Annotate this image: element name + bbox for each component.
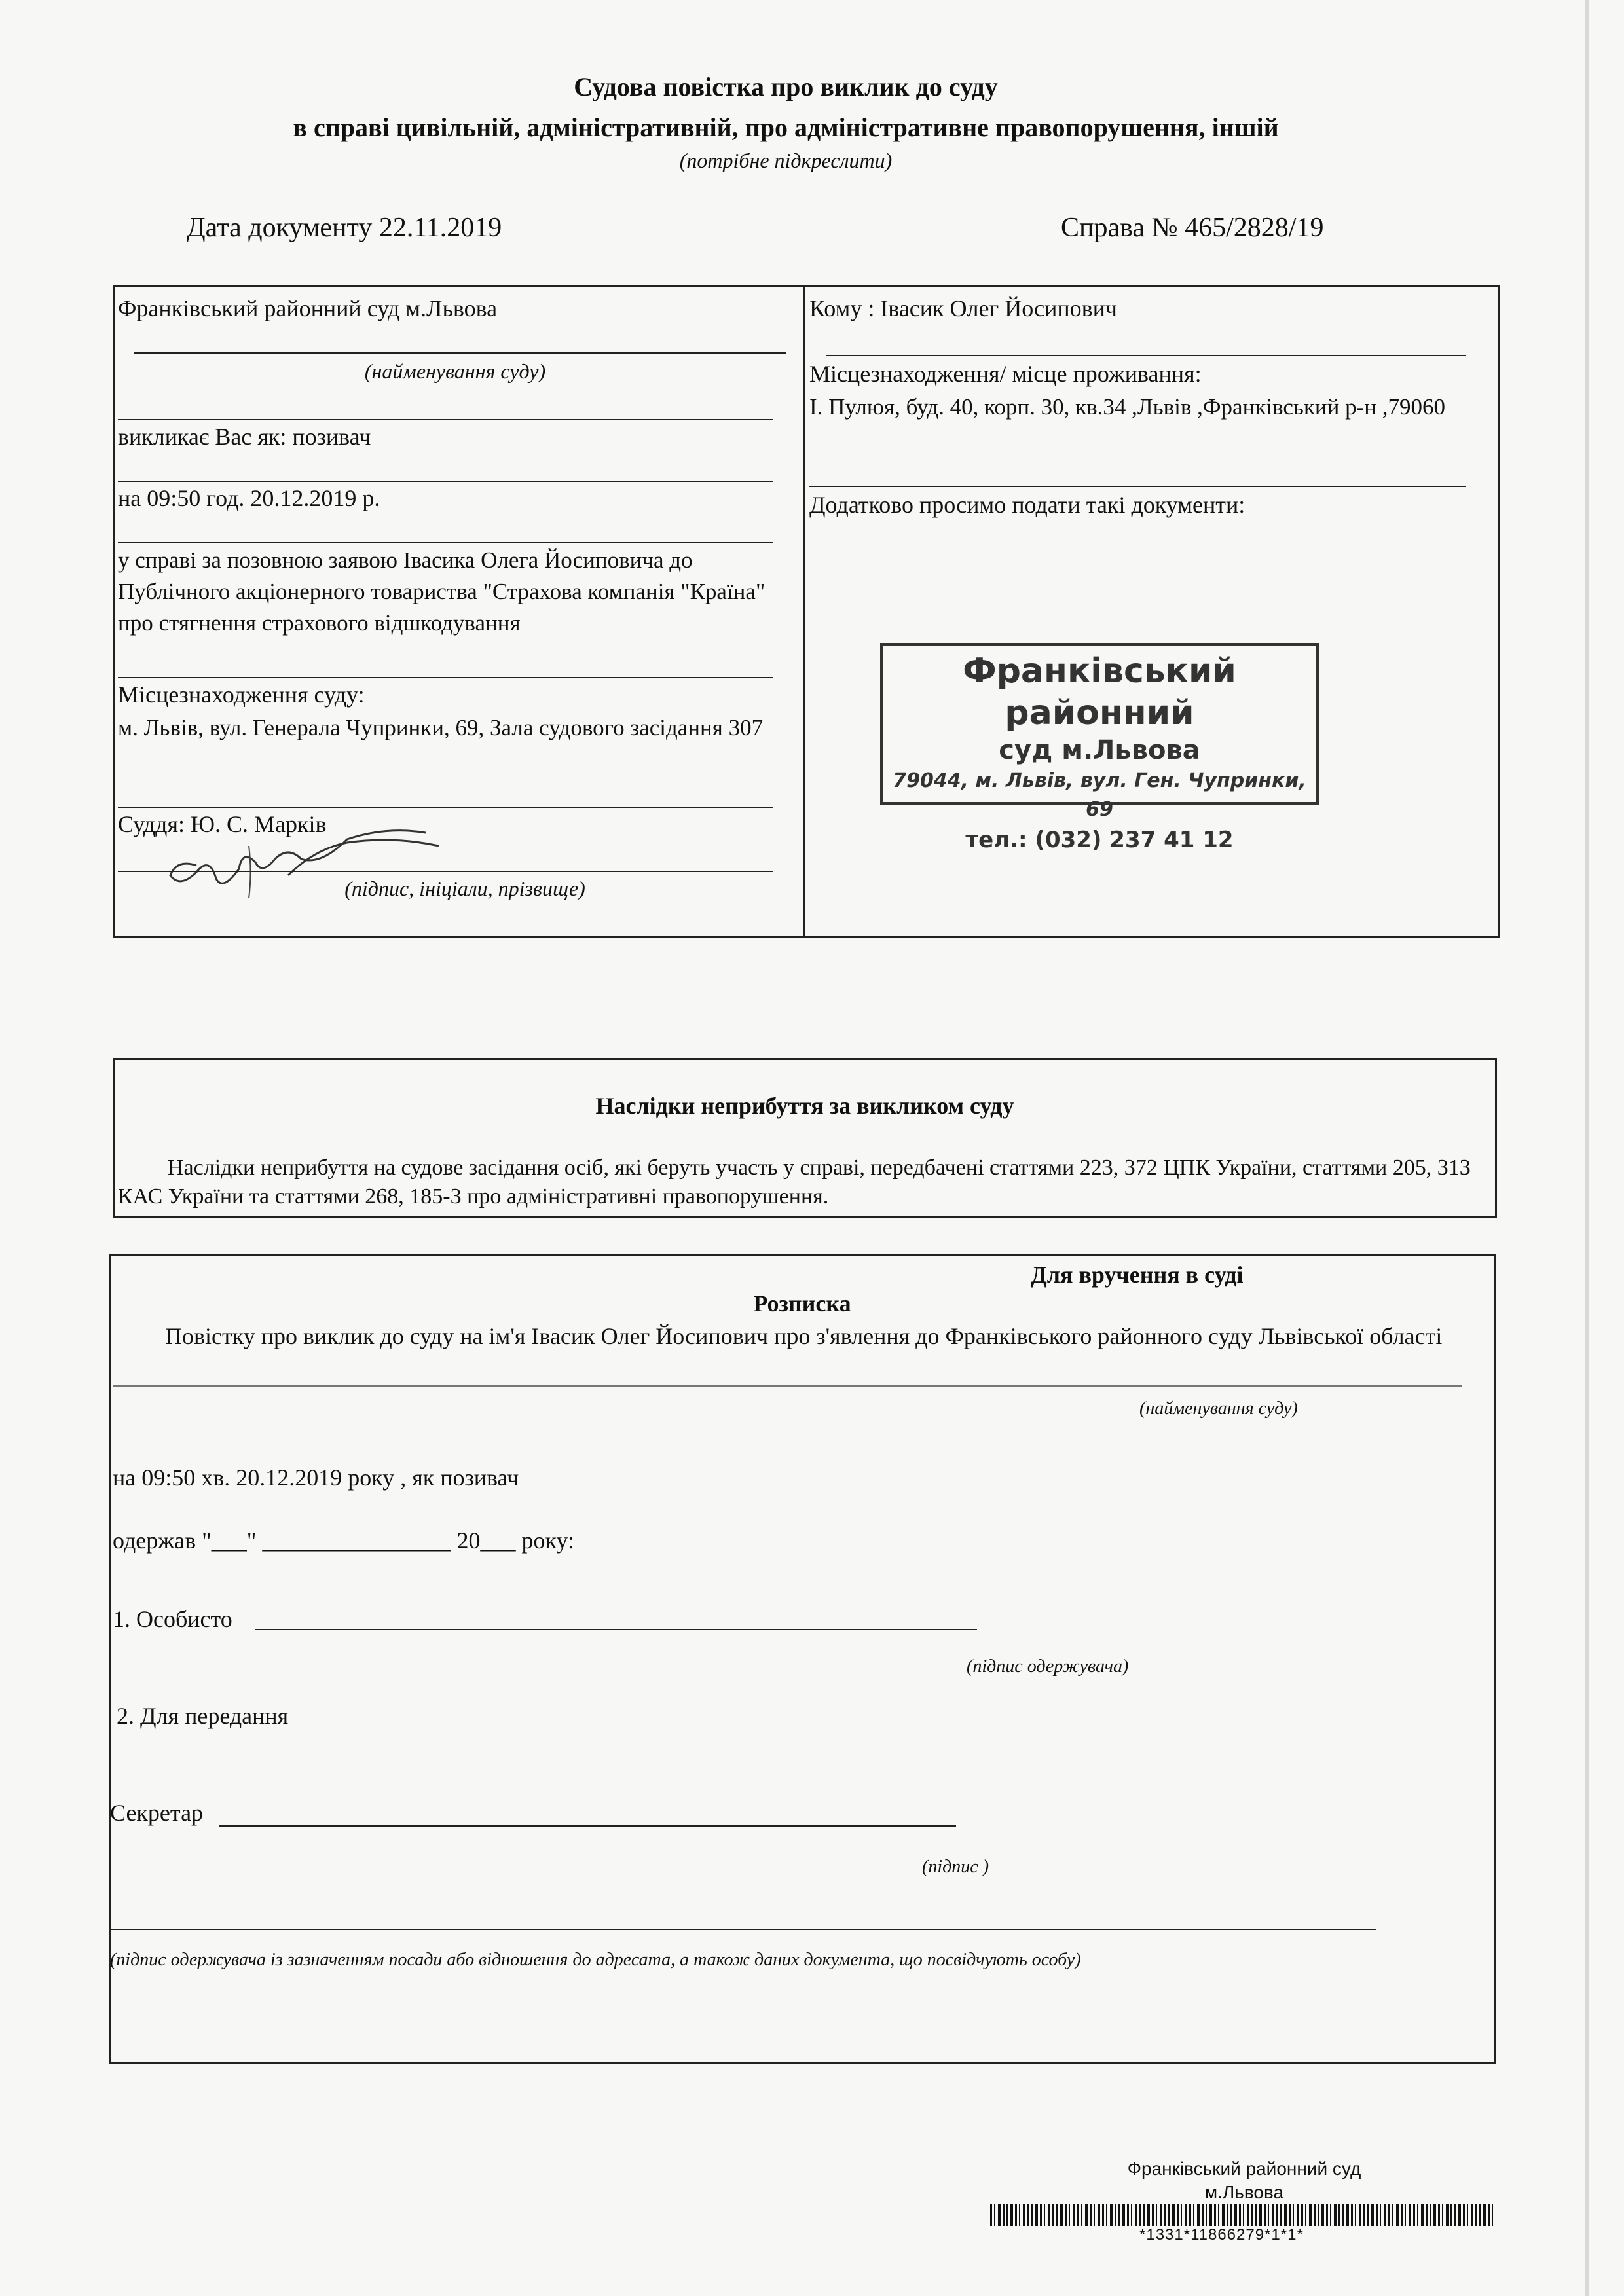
rule xyxy=(118,807,773,808)
stamp-line-4: тел.: (032) 237 41 12 xyxy=(965,827,1234,853)
court-location-value: м. Львів, вул. Генерала Чупринки, 69, Зала судового засідання 307 xyxy=(118,715,764,740)
stamp-line-2: суд м.Львова xyxy=(999,735,1200,765)
documents-request: Додатково просимо подати такі документи: xyxy=(809,492,1246,518)
secretary-label: Секретар xyxy=(110,1800,204,1826)
rule xyxy=(118,419,773,420)
court-caption: (найменування суду) xyxy=(364,359,546,383)
case-number: Справа № 465/2828/19 xyxy=(1061,213,1324,243)
signature-caption: (підпис, ініціали, прізвище) xyxy=(344,877,585,900)
underline-note: (потрібне підкреслити) xyxy=(679,149,893,172)
received-date-line: одержав "___" ________________ 20___ року: xyxy=(113,1527,575,1554)
receipt-text: Повістку про виклик до суду на ім'я Івасик Олег Йосипович про з'явлення до Франківського районного суду Львівської області xyxy=(165,1323,1443,1349)
rule xyxy=(219,1825,956,1827)
for-court-label: Для вручення в суді xyxy=(1031,1262,1244,1288)
rule xyxy=(113,1385,1462,1387)
rule xyxy=(110,1929,1376,1930)
summons-role: викликає Вас як: позивач xyxy=(118,424,371,450)
rule xyxy=(826,355,1466,356)
barcode-text: *1331*11866279*1*1* xyxy=(1139,2226,1304,2244)
receipt-time-line: на 09:50 хв. 20.12.2019 року , як позивач xyxy=(113,1465,519,1491)
court-stamp xyxy=(880,643,1319,853)
stamp-line-3: 79044, м. Львів, вул. Ген. Чупринки, 69 xyxy=(893,769,1306,821)
rule xyxy=(255,1629,977,1630)
document-subtitle: в справі цивільній, адміністративній, про адміністративне правопорушення, іншій xyxy=(293,113,1279,142)
footer-court-city: м.Львова xyxy=(1204,2182,1284,2202)
consequences-text: Наслідки неприбуття на судове засідання осіб, які беруть участь у справі, передбачені статтями 223, 372 ЦПК України, статтями 205, 313 КАС України та статтями 268, 185-3 про адміністративні правопорушення. xyxy=(118,1156,1471,1209)
recipient: Кому : Івасик Олег Йосипович xyxy=(809,295,1118,321)
judge-name: Суддя: Ю. С. Марків xyxy=(118,811,327,837)
recipient-signature-caption: (підпис одержувача) xyxy=(967,1656,1129,1677)
page-edge xyxy=(1585,0,1589,2296)
document-title: Судова повістка про виклик до суду xyxy=(574,72,998,101)
court-location-label: Місцезнаходження суду: xyxy=(118,682,365,708)
for-transfer-label: 2. Для передання xyxy=(117,1703,289,1729)
address-value: І. Пулюя, буд. 40, корп. 30, кв.34 ,Львів ,Франківський р-н ,79060 xyxy=(809,394,1445,420)
address-label: Місцезнаходження/ місце проживання: xyxy=(809,361,1202,387)
consequences-title: Наслідки неприбуття за викликом суду xyxy=(595,1093,1014,1119)
form-divider xyxy=(803,285,805,938)
rule xyxy=(118,871,773,872)
hearing-time: на 09:50 год. 20.12.2019 р. xyxy=(118,485,380,511)
secretary-signature-caption: (підпис ) xyxy=(922,1857,989,1877)
personally-label: 1. Особисто xyxy=(113,1606,232,1632)
rule xyxy=(118,481,773,482)
rule xyxy=(118,542,773,543)
document-date: Дата документу 22.11.2019 xyxy=(187,213,502,243)
footer-court-name: Франківський районний суд xyxy=(1127,2159,1361,2179)
receipt-court-caption: (найменування суду) xyxy=(1139,1398,1298,1419)
receipt-title: Розписка xyxy=(753,1290,851,1317)
case-description: у справі за позовною заявою Івасика Олега Йосиповича до Публічного акціонерного товариства "Страхова компанія "Країна" про стягнення страхового відшкодування xyxy=(118,547,766,636)
rule xyxy=(809,486,1466,487)
receipt-footer-caption: (підпис одержувача із зазначенням посади або відношення до адресата, а також даних документа, що посвідчують особу) xyxy=(110,1950,1081,1970)
rule xyxy=(118,677,773,678)
rule xyxy=(134,352,786,354)
court-name: Франківський районний суд м.Львова xyxy=(118,295,498,321)
stamp-line-1: Франківський районний xyxy=(963,651,1236,733)
barcode xyxy=(990,2204,1494,2226)
